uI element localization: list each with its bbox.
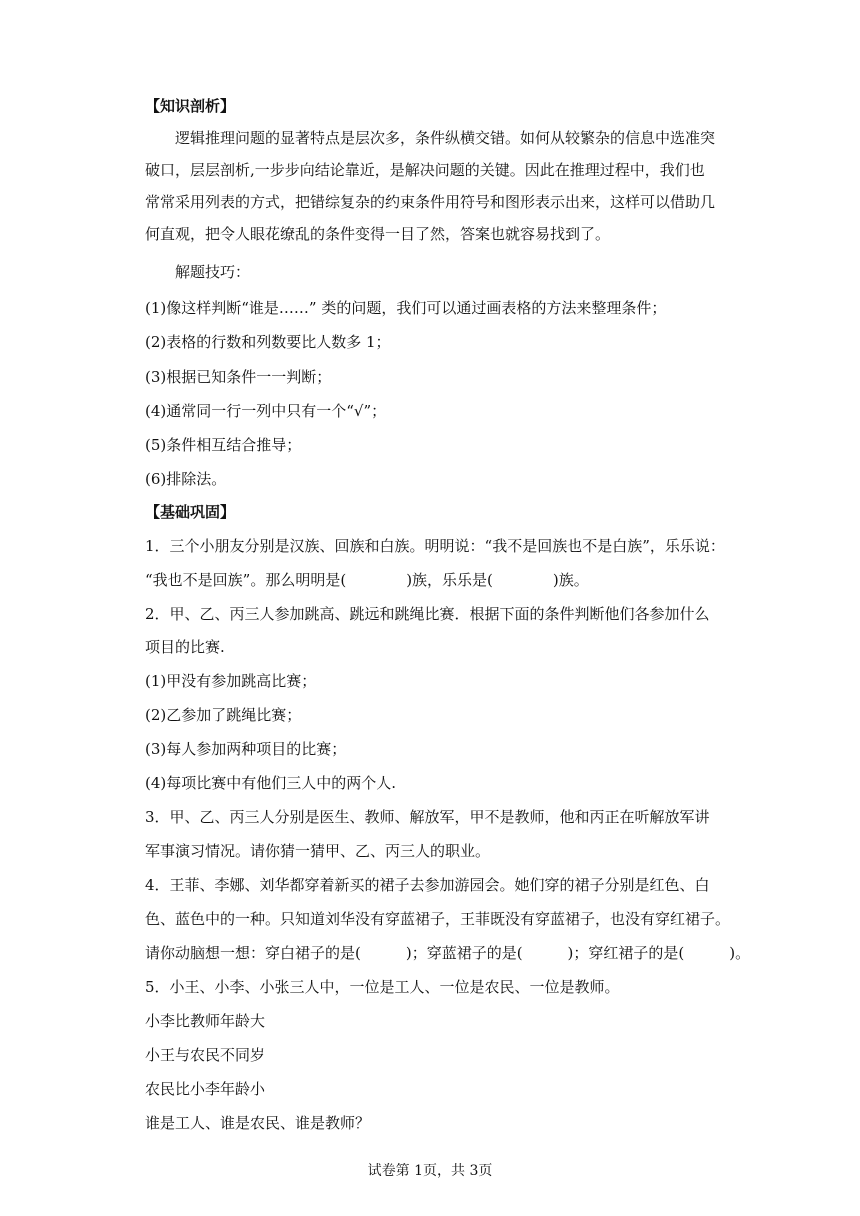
question-2-line: 项目的比赛. xyxy=(145,638,225,656)
question-2-condition: (1)甲没有参加跳高比赛； xyxy=(145,672,317,690)
tip-item: (6)排除法。 xyxy=(145,470,227,488)
section-heading-knowledge: 【知识剖析】 xyxy=(145,97,236,115)
question-2-condition: (4)每项比赛中有他们三人中的两个人. xyxy=(145,774,397,792)
tip-item: (1)像这样判断“谁是……” 类的问题，我们可以通过画表格的方法来整理条件； xyxy=(145,299,667,317)
paragraph-line: 常常采用列表的方式，把错综复杂的约束条件用符号和图形表示出来，这样可以借助几 xyxy=(145,193,716,211)
page-footer: 试卷第 1页，共 3页 xyxy=(367,1163,493,1179)
paragraph-line: 何直观，把令人眼花缭乱的条件变得一目了然，答案也就容易找到了。 xyxy=(145,225,611,243)
paragraph-line: 逻辑推理问题的显著特点是层次多，条件纵横交错。如何从较繁杂的信息中选准突 xyxy=(175,129,716,147)
question-4-line: 请你动脑想一想：穿白裙子的是( )；穿蓝裙子的是( )；穿红裙子的是( )。 xyxy=(145,944,751,962)
question-1-line: “我也不是回族”。那么明明是( )族，乐乐是( )族。 xyxy=(145,571,589,589)
question-2-condition: (3)每人参加两种项目的比赛； xyxy=(145,740,347,758)
question-5-clue: 小王与农民不同岁 xyxy=(145,1046,266,1064)
question-5-clue: 农民比小李年龄小 xyxy=(145,1080,266,1098)
question-5-line: 5．小王、小李、小张三人中，一位是工人、一位是农民、一位是教师。 xyxy=(145,978,620,996)
section-heading-basics: 【基础巩固】 xyxy=(145,503,236,521)
tip-item: (2)表格的行数和列数要比人数多 1； xyxy=(145,333,391,351)
tip-item: (4)通常同一行一列中只有一个“√”； xyxy=(145,402,387,420)
question-5-prompt: 谁是工人、谁是农民、谁是教师？ xyxy=(145,1114,371,1132)
question-2-line: 2．甲、乙、丙三人参加跳高、跳远和跳绳比赛．根据下面的条件判断他们各参加什么 xyxy=(145,605,710,623)
tip-item: (5)条件相互结合推导； xyxy=(145,436,302,454)
tips-title: 解题技巧： xyxy=(175,263,251,281)
question-2-condition: (2)乙参加了跳绳比赛； xyxy=(145,706,302,724)
question-5-clue: 小李比教师年龄大 xyxy=(145,1012,266,1030)
question-4-line: 4．王菲、李娜、刘华都穿着新买的裙子去参加游园会。她们穿的裙子分别是红色、白 xyxy=(145,876,710,894)
question-1-line: 1．三个小朋友分别是汉族、回族和白族。明明说：“我不是回族也不是白族”，乐乐说： xyxy=(145,537,725,555)
question-4-line: 色、蓝色中的一种。只知道刘华没有穿蓝裙子，王菲既没有穿蓝裙子，也没有穿红裙子。 xyxy=(145,910,731,928)
question-3-line: 3．甲、乙、丙三人分别是医生、教师、解放军，甲不是教师，他和丙正在听解放军讲 xyxy=(145,808,710,826)
tip-item: (3)根据已知条件一一判断； xyxy=(145,368,332,386)
question-3-line: 军事演习情况。请你猜一猜甲、乙、丙三人的职业。 xyxy=(145,842,491,860)
paragraph-line: 破口，层层剖析,一步步向结论靠近，是解决问题的关键。因此在推理过程中，我们也 xyxy=(145,161,705,179)
